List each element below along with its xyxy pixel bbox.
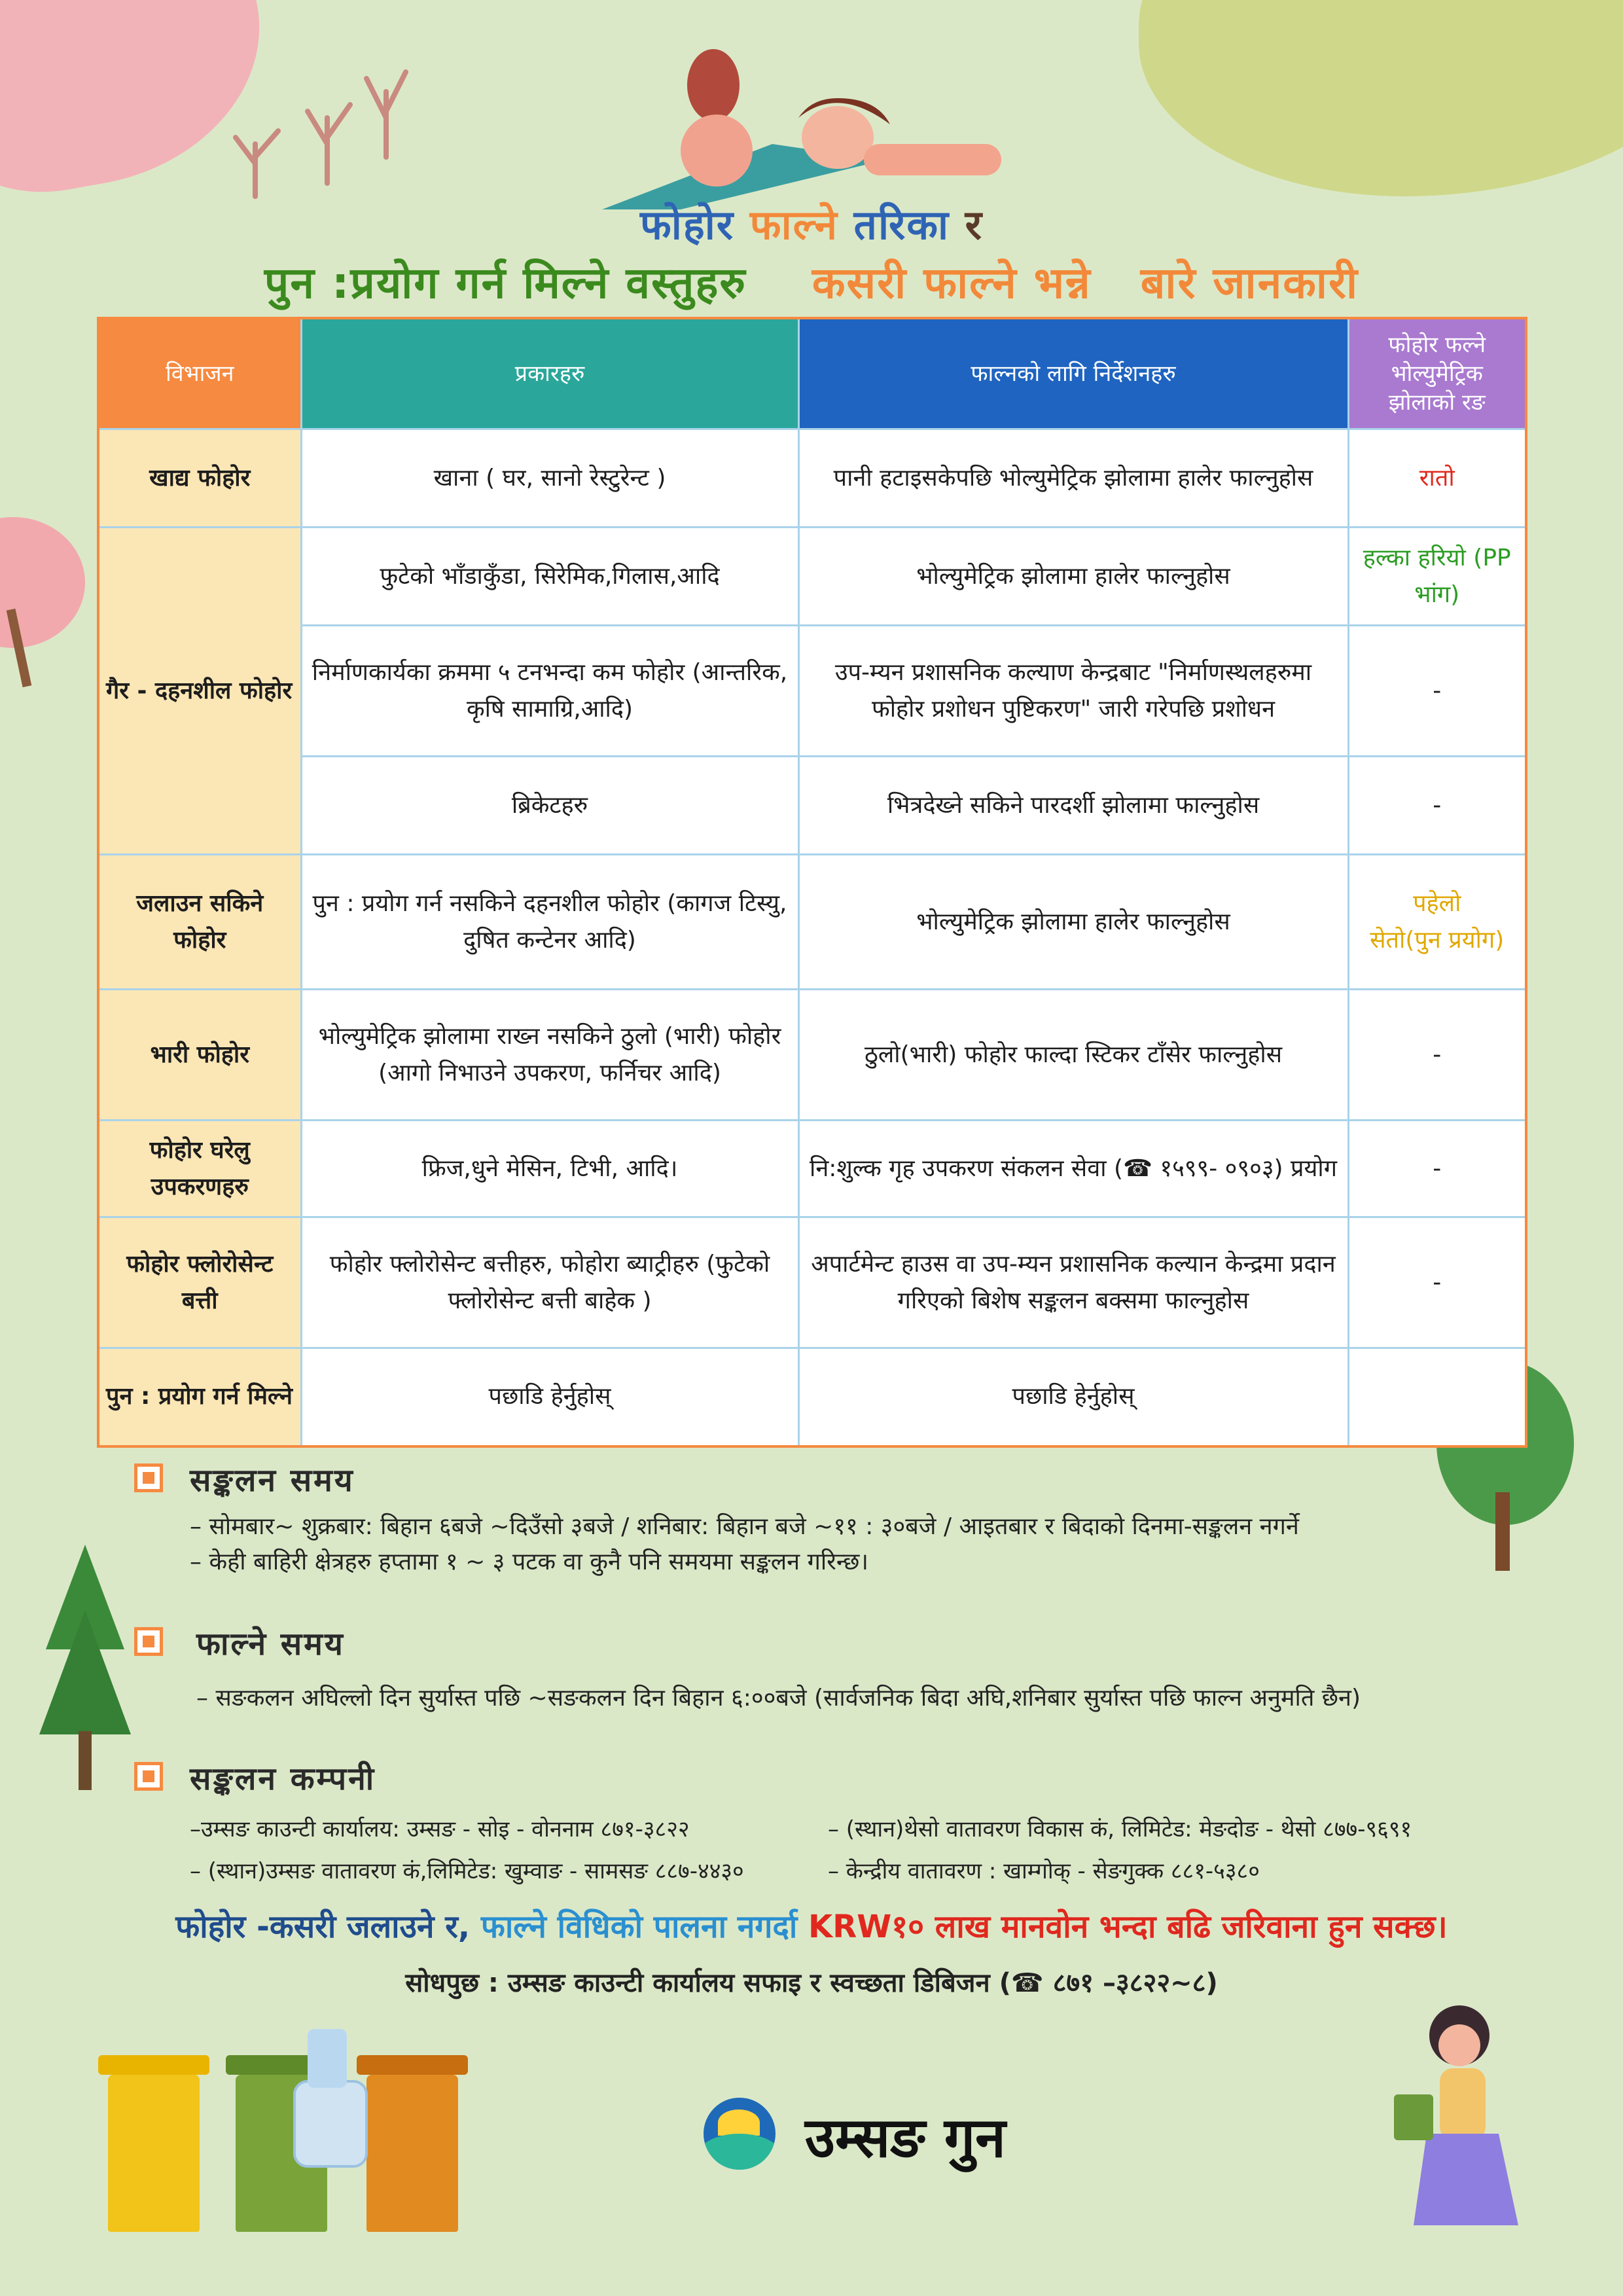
row-bag-color: - bbox=[1348, 1217, 1526, 1348]
row-instruction: अपार्टमेन्ट हाउस वा उप-म्यन प्रशासनिक कल्यान केन्द्रमा प्रदान गरिएको बिशेष सङ्कलन बक्समा फाल्नुहोस bbox=[798, 1217, 1348, 1348]
table-row bbox=[98, 1348, 1526, 1446]
contact-line: सोधपुछ : उम्सङ काउन्टी कार्यालय सफाइ र स्वच्छता डिबिजन (☎ ८७१ –३८२२~८) bbox=[405, 1968, 1218, 1998]
row-type: भोल्युमेट्रिक झोलामा राख्न नसकिने ठुलो (भारी) फोहोर (आगो निभाउने उपकरण, फर्निचर आदि) bbox=[301, 990, 798, 1121]
bag-color-yellow: पहेलो bbox=[1413, 889, 1461, 917]
logo-text: उम्सङ गुन bbox=[805, 2106, 1006, 2170]
collection-time-line: – सोमबार~ शुक्रबार: बिहान ६बजे ~दिउँसो ३बजे / शनिबार: बिहान बजे ~११ : ३०बजे / आइतबार र बिदाको दिनमा-सङ्कलन नगर्ने bbox=[190, 1513, 1299, 1540]
page-title-line1 bbox=[0, 196, 1623, 251]
row-bag-color: - bbox=[1348, 990, 1526, 1121]
waste-table-container bbox=[97, 317, 1525, 1448]
company-title: सङ्कलन कम्पनी bbox=[190, 1761, 376, 1797]
title-segment: पुन :प्रयोग गर्न मिल्ने वस्तुहरु bbox=[264, 258, 747, 308]
table-row bbox=[98, 1217, 1526, 1348]
row-bag-color: हल्का हरियो (PP भांग) bbox=[1348, 528, 1526, 626]
disposal-time-title: फाल्ने समय bbox=[196, 1626, 345, 1662]
table-row bbox=[98, 757, 1526, 855]
bin-lid bbox=[98, 2055, 209, 2075]
table-row bbox=[98, 990, 1526, 1121]
row-bag-color: - bbox=[1348, 757, 1526, 855]
row-type: ब्रिकेटहरु bbox=[301, 757, 798, 855]
row-type: पछाडि हेर्नुहोस् bbox=[301, 1348, 798, 1446]
row-instruction: पछाडि हेर्नुहोस् bbox=[798, 1348, 1348, 1446]
row-bag-color bbox=[1348, 1348, 1526, 1446]
row-bag-color: - bbox=[1348, 626, 1526, 757]
bag-color-white: सेतो(पुन प्रयोग) bbox=[1370, 926, 1505, 954]
row-category: भारी फोहोर bbox=[98, 990, 301, 1121]
row-category: गैर - दहनशील फोहोर bbox=[98, 528, 301, 855]
row-category: फोहोर घरेलु उपकरणहरु bbox=[98, 1121, 301, 1217]
row-type: फ्रिज,धुने मेसिन, टिभी, आदि। bbox=[301, 1121, 798, 1217]
header-type: प्रकारहरु bbox=[301, 318, 798, 429]
jar-icon bbox=[281, 2003, 412, 2173]
row-type: पुन : प्रयोग गर्न नसकिने दहनशील फोहोर (कागज टिस्यु, दुषित कन्टेनर आदि) bbox=[301, 855, 798, 990]
row-instruction: भोल्युमेट्रिक झोलामा हालेर फाल्नुहोस bbox=[798, 528, 1348, 626]
header-category: विभाजन bbox=[98, 318, 301, 429]
title-word: फाल्ने bbox=[749, 201, 839, 249]
row-category: खाद्य फोहोर bbox=[98, 429, 301, 528]
row-instruction: नि:शुल्क गृह उपकरण संकलन सेवा (☎ १५९९- ०९०३) प्रयोग bbox=[798, 1121, 1348, 1217]
title-word: फोहोर bbox=[639, 201, 735, 249]
row-instruction: उप-म्यन प्रशासनिक कल्याण केन्द्रबाट "निर्माणस्थलहरुमा फोहोर प्रशोधन पुष्टिकरण" जारी गरेपछि प्रशोधन bbox=[798, 626, 1348, 757]
notice-part: फाल्ने विधिको पालना नगर्दा bbox=[480, 1909, 798, 1945]
title-segment: कसरी फाल्ने भन्ने bbox=[812, 258, 1092, 308]
row-type: निर्माणकार्यका क्रममा ५ टनभन्दा कम फोहोर (आन्तरिक, कृषि सामाग्रि,आदि) bbox=[301, 626, 798, 757]
row-type: फोहोर फ्लोरोसेन्ट बत्तीहरु, फोहोरा ब्याट्रीहरु (फुटेको फ्लोरोसेन्ट बत्ती बाहेक ) bbox=[301, 1217, 798, 1348]
title-word: र bbox=[965, 201, 984, 249]
row-type: खाना ( घर, सानो रेस्टुरेन्ट ) bbox=[301, 429, 798, 528]
company-line: – (स्थान)थेसो वातावरण विकास कं, लिमिटेड: मेङदोङ - थेसो ८७७-९६९१ bbox=[828, 1816, 1412, 1842]
company-line: – (स्थान)उम्सङ वातावरण कं,लिमिटेड: खुम्वाङ - सामसङ ८८७-४४३० bbox=[190, 1858, 744, 1884]
notice-part: फोहोर -कसरी जलाउने र, bbox=[175, 1909, 471, 1945]
page-title-line2 bbox=[0, 252, 1623, 311]
collection-time-title: सङ्कलन समय bbox=[190, 1462, 355, 1499]
decor-trunk-right bbox=[1495, 1492, 1510, 1571]
title-word: तरिका bbox=[853, 201, 950, 249]
header-bag-color: फोहोर फल्ने भोल्युमेट्रिक झोलाको रङ bbox=[1348, 318, 1526, 429]
notice-part: KRW१० लाख मानवोन भन्दा बढि जरिवाना हुन सक्छ। bbox=[808, 1909, 1448, 1945]
table-row bbox=[98, 528, 1526, 626]
decor-branches-icon bbox=[216, 39, 425, 209]
table-row bbox=[98, 855, 1526, 990]
people-illustration-icon bbox=[602, 46, 1034, 216]
row-category: फोहोर फ्लोरोसेन्ट बत्ती bbox=[98, 1217, 301, 1348]
company-line: –उम्सङ काउन्टी कार्यालय: उम्सङ - सोइ - वोननाम ८७१-३८२२ bbox=[190, 1816, 690, 1842]
row-type: फुटेको भाँडाकुँडा, सिरेमिक,गिलास,आदि bbox=[301, 528, 798, 626]
row-instruction: भित्रदेख्ने सकिने पारदर्शी झोलामा फाल्नुहोस bbox=[798, 757, 1348, 855]
title-segment: बारे जानकारी bbox=[1140, 258, 1359, 308]
decor-pine-tree-icon bbox=[39, 1545, 131, 1820]
row-category: जलाउन सकिने फोहोर bbox=[98, 855, 301, 990]
row-bag-color: रातो bbox=[1348, 429, 1526, 528]
row-instruction: पानी हटाइसकेपछि भोल्युमेट्रिक झोलामा हालेर फाल्नुहोस bbox=[798, 429, 1348, 528]
table-row bbox=[98, 1121, 1526, 1217]
section-bullet-icon bbox=[134, 1762, 163, 1791]
row-instruction: ठुलो(भारी) फोहोर फाल्दा स्टिकर टाँसेर फाल्नुहोस bbox=[798, 990, 1348, 1121]
county-logo-icon bbox=[704, 2098, 776, 2170]
section-bullet-icon bbox=[134, 1463, 163, 1492]
woman-illustration-icon bbox=[1368, 1990, 1564, 2251]
disposal-time-line: – सङकलन अघिल्लो दिन सुर्यास्त पछि ~सङकलन दिन बिहान ६:००बजे (सार्वजनिक बिदा अघि,शनिबार सुर्यास्त पछि फाल्न अनुमति छैन) bbox=[196, 1685, 1361, 1712]
header-instruction: फाल्नको लागि निर्देशनहरु bbox=[798, 318, 1348, 429]
collection-time-line: – केही बाहिरी क्षेत्रहरु हप्तामा १ ~ ३ पटक वा कुनै पनि समयमा सङ्कलन गरिन्छ। bbox=[190, 1549, 869, 1575]
waste-table bbox=[97, 317, 1527, 1448]
table-row bbox=[98, 626, 1526, 757]
fine-notice bbox=[0, 1905, 1623, 1947]
decor-yellow-blob bbox=[1139, 0, 1623, 196]
row-instruction: भोल्युमेट्रिक झोलामा हालेर फाल्नुहोस bbox=[798, 855, 1348, 990]
row-bag-color bbox=[1348, 855, 1526, 990]
row-category: पुन : प्रयोग गर्न मिल्ने bbox=[98, 1348, 301, 1446]
table-header-row bbox=[98, 318, 1526, 429]
company-line: – केन्द्रीय वातावरण : खाम्गोक् - सेङगुक्क ८८१-५३८० bbox=[828, 1858, 1260, 1884]
yellow-bin-icon bbox=[108, 2075, 200, 2232]
row-bag-color: - bbox=[1348, 1121, 1526, 1217]
table-row bbox=[98, 429, 1526, 528]
section-bullet-icon bbox=[134, 1627, 163, 1656]
